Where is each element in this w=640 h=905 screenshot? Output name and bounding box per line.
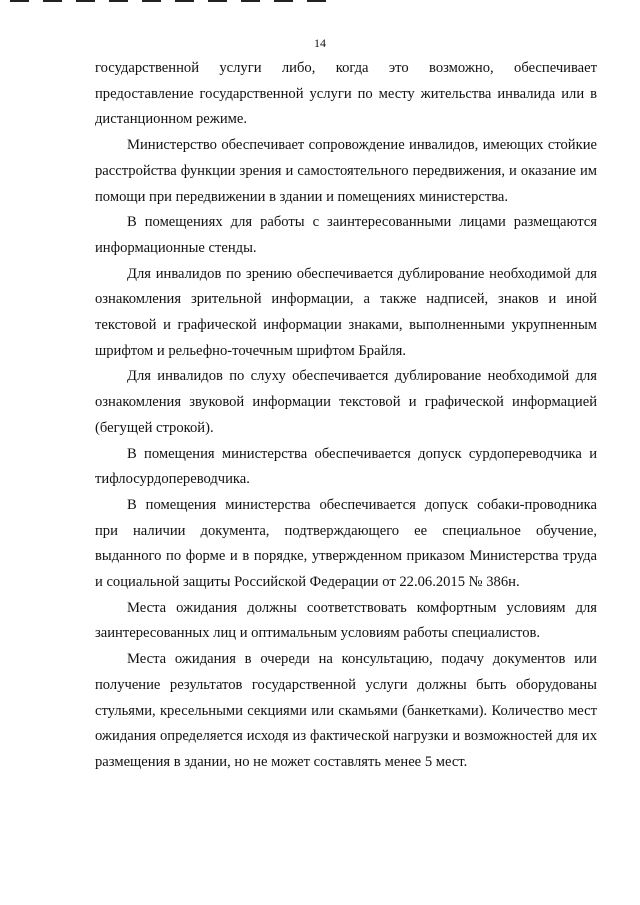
paragraph-continuation: государственной услуги либо, когда это возможно, обеспечивает предоставление государственной услуги по месту жительства инвалида или в дистанционном режиме. <box>95 60 597 128</box>
paragraph: В помещениях для работы с заинтересованными лицами размещаются информационные стенды. <box>95 214 597 256</box>
paragraph: В помещения министерства обеспечивается допуск собаки-проводника при наличии документа, подтверждающего ее специальное обучение, выданного по форме и в порядке, утвержденном приказом Министерства труда и социальной защиты Российской Федерации от 22.06.2015 № 386н. <box>95 496 597 591</box>
paragraph: Места ожидания должны соответствовать комфортным условиям для заинтересованных лиц и оптимальным условиям работы специалистов. <box>95 599 597 642</box>
paragraph: Для инвалидов по слуху обеспечивается дублирование необходимой для ознакомления звуковой информации текстовой и графической информацией (бегущей строкой). <box>95 368 597 436</box>
document-body <box>95 56 597 776</box>
paragraph: Для инвалидов по зрению обеспечивается дублирование необходимой для ознакомления зрительной информации, а также надписей, знаков и иной текстовой и графической информации знаками, выполненными укрупненным шрифтом и рельефно-точечным шрифтом Брайля. <box>95 265 597 359</box>
paragraph: Места ожидания в очереди на консультацию, подачу документов или получение результатов государственной услуги должны быть оборудованы стульями, кресельными секциями или скамьями (банкетками). Количество мест ожидания определяется исходя из фактической нагрузки и возможностей для их размещения в здании, но не может составлять менее 5 мест. <box>95 651 597 770</box>
paragraph: В помещения министерства обеспечивается допуск сурдопереводчика и тифлосурдопереводчика. <box>95 445 597 488</box>
top-edge-dashes <box>10 0 326 2</box>
page-number: 14 <box>314 36 326 50</box>
paragraph: Министерство обеспечивает сопровождение инвалидов, имеющих стойкие расстройства функции зрения и самостоятельного передвижения, и оказание им помощи при передвижении в здании и помещениях министерства. <box>95 137 597 205</box>
